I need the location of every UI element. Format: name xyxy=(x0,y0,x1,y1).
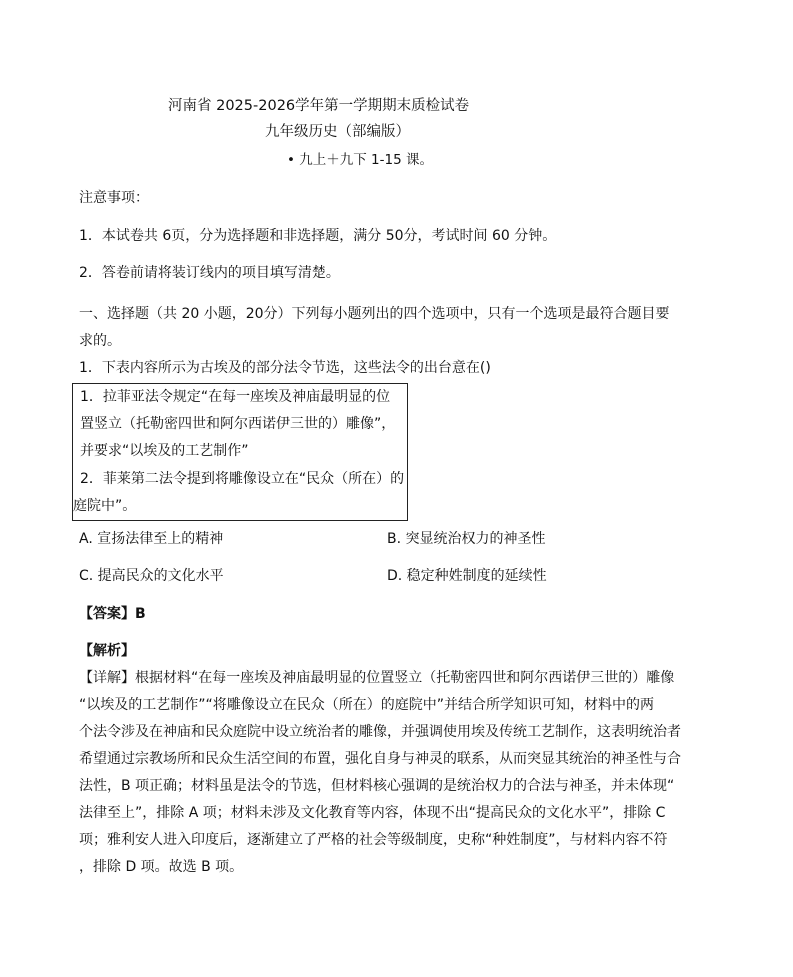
analysis-line: 项；雅利安人进入印度后，逐渐建立了严格的社会等级制度，史称“种姓制度”，与材料内容不符 xyxy=(79,832,668,848)
material-line: 并要求“以埃及的工艺制作” xyxy=(80,443,249,459)
analysis-heading: 【解析】 xyxy=(79,643,135,659)
analysis-line: “以埃及的工艺制作”“将雕像设立在民众（所在）的庭院中”并结合所学知识可知，材料中的两 xyxy=(79,697,655,713)
option-d: D. 稳定种姓制度的延续性 xyxy=(387,568,547,584)
analysis-line: 希望通过宗教场所和民众生活空间的布置，强化自身与神灵的联系，从而突显其统治的神圣性与合 xyxy=(79,751,681,767)
analysis-line: 【详解】根据材料“在每一座埃及神庙最明显的位置竖立（托勒密四世和阿尔西诺伊三世的）雕像 xyxy=(79,670,675,686)
question-stem: 1．下表内容所示为古埃及的部分法令节选，这些法令的出台意在() xyxy=(79,360,491,376)
analysis-line: 法性，B 项正确；材料虽是法令的节选，但材料核心强调的是统治权力的合法与神圣，并未体现“ xyxy=(79,778,675,794)
option-c: C. 提高民众的文化水平 xyxy=(79,568,224,584)
analysis-line: 个法令涉及在神庙和民众庭院中设立统治者的雕像，并强调使用埃及传统工艺制作，这表明统治者 xyxy=(79,724,681,740)
exam-subtitle: 九年级历史（部编版） xyxy=(265,124,410,140)
material-table xyxy=(72,383,408,521)
section-heading-cont: 求的。 xyxy=(79,333,121,349)
option-b: B. 突显统治权力的神圣性 xyxy=(387,531,546,547)
notice-heading: 注意事项： xyxy=(79,190,149,206)
material-line: 1．拉菲亚法令规定“在每一座埃及神庙最明显的位 xyxy=(80,389,391,405)
material-line: 庭院中”。 xyxy=(73,498,137,514)
exam-scope: • 九上＋九下 1-15 课。 xyxy=(287,152,433,168)
analysis-line: 法律至上”，排除 A 项；材料未涉及文化教育等内容，体现不出“提高民众的文化水平”，排除 C xyxy=(79,805,666,821)
option-a: A. 宣扬法律至上的精神 xyxy=(79,531,224,547)
section-heading: 一、选择题（共 20 小题，20分）下列每小题列出的四个选项中，只有一个选项是最符合题目要 xyxy=(79,306,670,322)
answer: 【答案】B xyxy=(79,606,146,622)
analysis-line: ，排除 D 项。故选 B 项。 xyxy=(79,859,244,875)
material-line: 2．菲莱第二法令提到将雕像设立在“民众（所在）的 xyxy=(80,471,405,487)
notice-item-2: 2．答卷前请将装订线内的项目填写清楚。 xyxy=(79,265,340,281)
notice-item-1: 1．本试卷共 6页，分为选择题和非选择题，满分 50分，考试时间 60 分钟。 xyxy=(79,228,557,244)
material-line: 置竖立（托勒密四世和阿尔西诺伊三世的）雕像”， xyxy=(80,416,396,432)
exam-title: 河南省 2025-2026学年第一学期期末质检试卷 xyxy=(168,98,470,114)
